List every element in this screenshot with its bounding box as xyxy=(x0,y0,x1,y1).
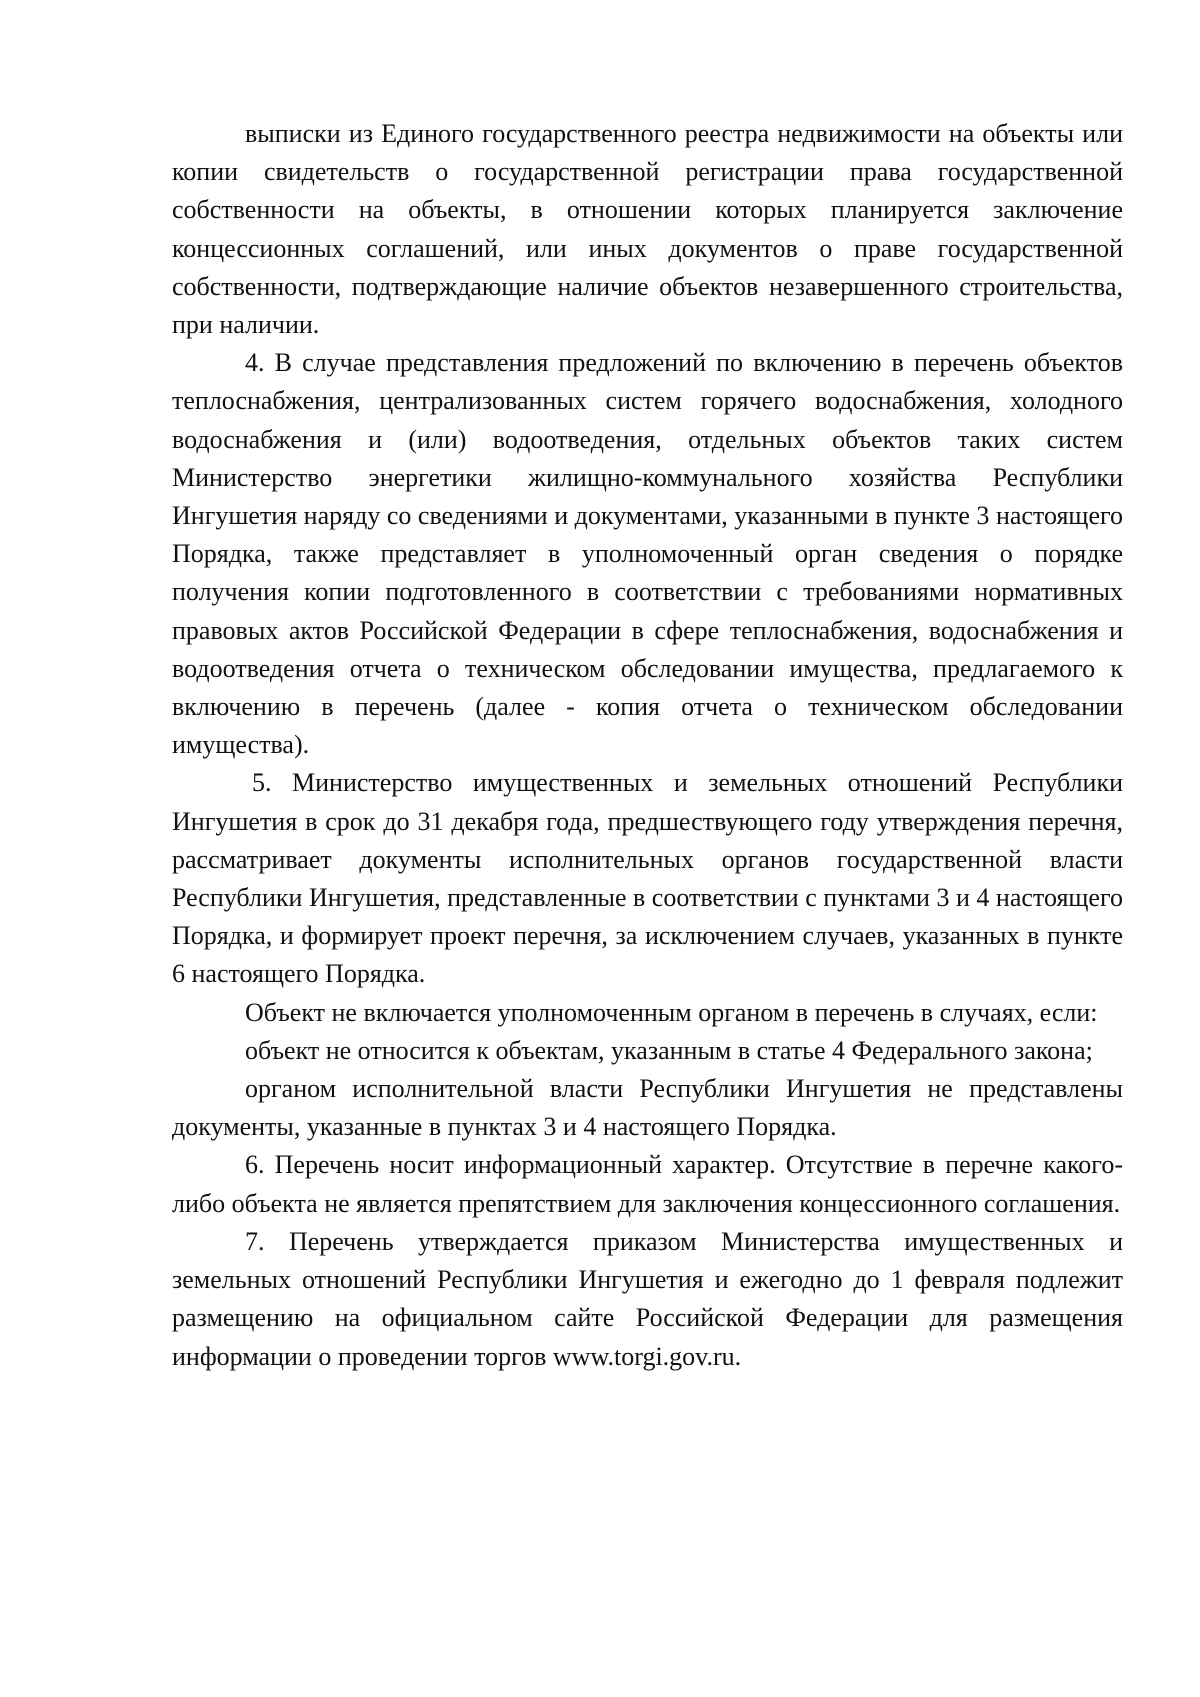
paragraph-exclusion-intro: Объект не включается уполномоченным органом в перечень в случаях, если: xyxy=(245,997,1098,1027)
paragraph-item-5: 5. Министерство имущественных и земельных отношений Республики Ингушетия в срок до 31 декабря года, предшествующего году утверждения перечня, рассматривает документы исполнительных органов государственной власти Республики Ингушетия, представленные в соответствии с пунктами 3 и 4 настоящего Порядка, и формирует проект перечня, за исключением случаев, указанных в пункте 6 настоящего Порядка. xyxy=(172,768,1123,989)
document-body xyxy=(172,115,1123,1376)
paragraph-item-4: 4. В случае представления предложений по включению в перечень объектов теплоснабжения, централизованных систем горячего водоснабжения, холодного водоснабжения и (или) водоотведения, отдельных объектов таких систем Министерство энергетики жилищно-коммунального хозяйства Республики Ингушетия наряду со сведениями и документами, указанными в пункте 3 настоящего Порядка, также представляет в уполномоченный орган сведения о порядке получения копии подготовленного в соответствии с требованиями нормативных правовых актов Российской Федерации в сфере теплоснабжения, водоснабжения и водоотведения отчета о техническом обследовании имущества, предлагаемого к включению в перечень (далее - копия отчета о техническом обследовании имущества). xyxy=(172,348,1123,760)
paragraph-item-7: 7. Перечень утверждается приказом Министерства имущественных и земельных отношений Республики Ингушетия и ежегодно до 1 февраля подлежит размещению на официальном сайте Российской Федерации для размещения информации о проведении торгов www.torgi.gov.ru. xyxy=(172,1226,1123,1371)
paragraph-exclusion-case-2: органом исполнительной власти Республики Ингушетия не представлены документы, указанные в пунктах 3 и 4 настоящего Порядка. xyxy=(172,1074,1123,1142)
paragraph-extracts-list: выписки из Единого государственного реестра недвижимости на объекты или копии свидетельств о государственной регистрации права государственной собственности на объекты, в отношении которых планируется заключение концессионных соглашений, или иных документов о праве государственной собственности, подтверждающие наличие объектов незавершенного строительства, при наличии. xyxy=(172,119,1123,340)
paragraph-item-6: 6. Перечень носит информационный характер. Отсутствие в перечне какого-либо объекта не является препятствием для заключения концессионного соглашения. xyxy=(172,1150,1123,1218)
paragraph-exclusion-case-1: объект не относится к объектам, указанным в статье 4 Федерального закона; xyxy=(245,1035,1093,1065)
